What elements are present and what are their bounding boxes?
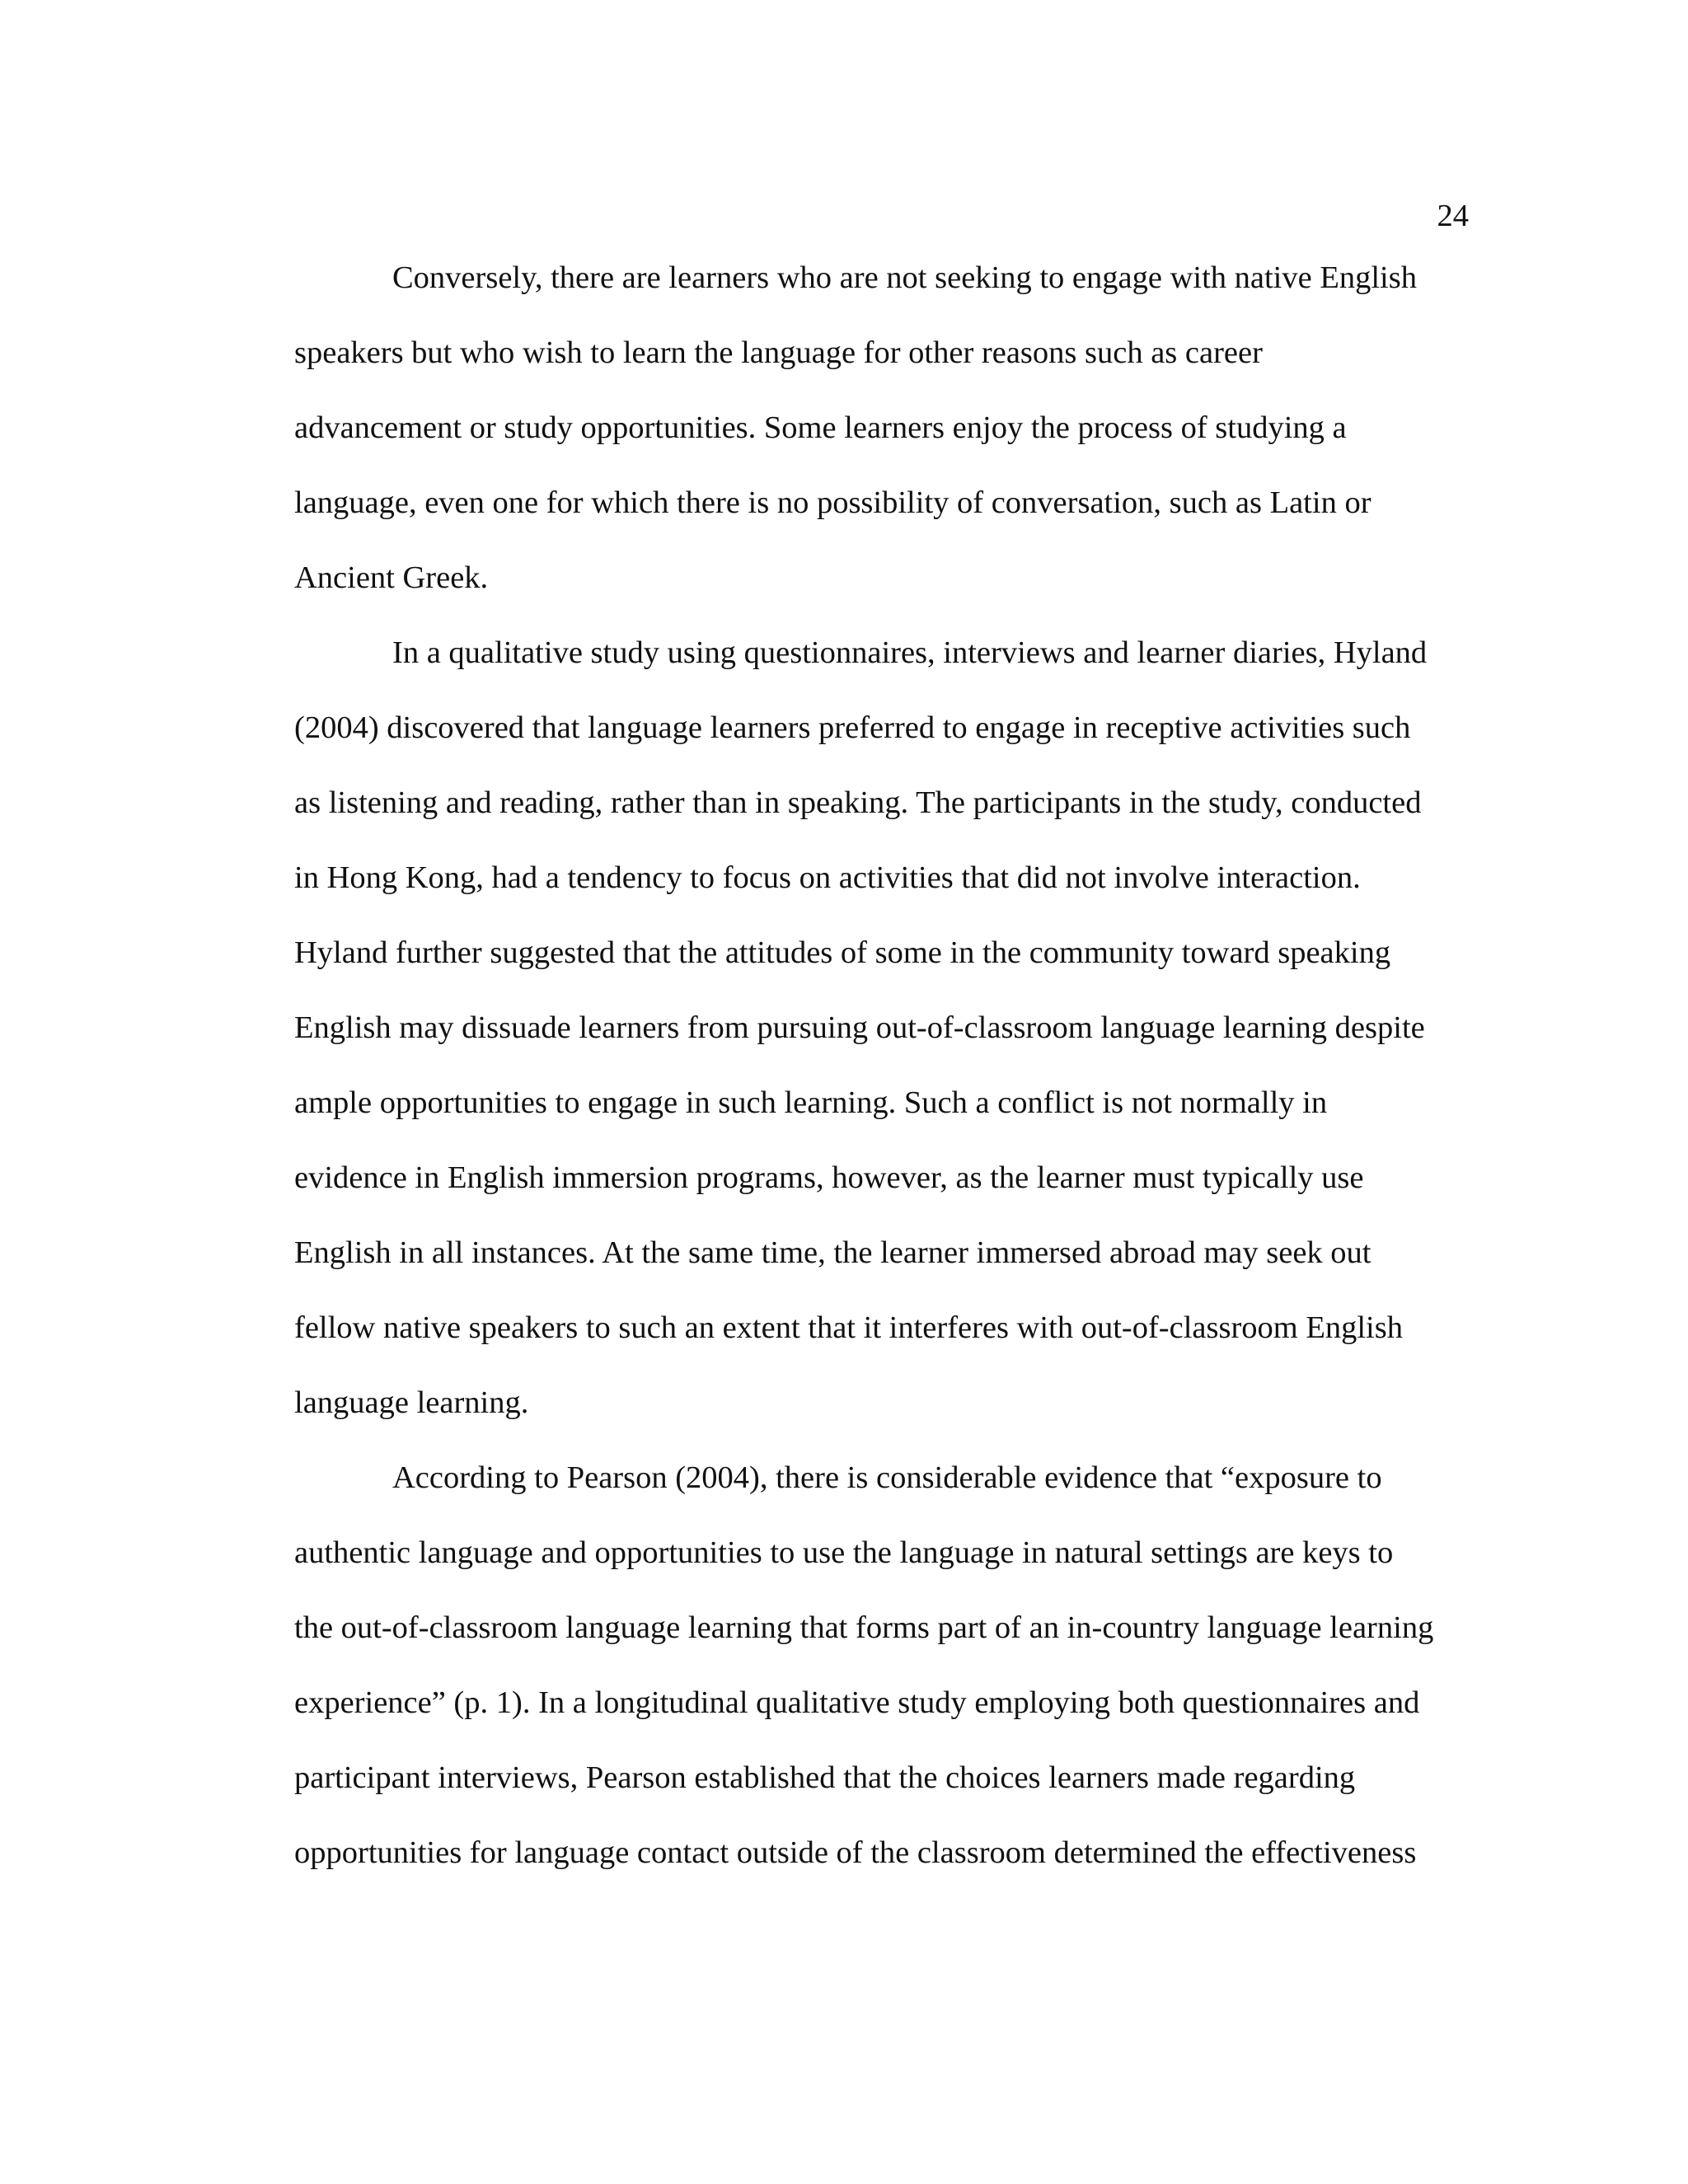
paragraph-2-line-8: evidence in English immersion programs, however, as the learner must typically use (294, 1160, 1364, 1195)
paragraph-2-line-7: ample opportunities to engage in such learning. Such a conflict is not normally in (294, 1085, 1328, 1120)
paragraph-2-line-3: as listening and reading, rather than in speaking. The participants in the study, conducted (294, 785, 1422, 820)
paragraph-3-line-1: According to Pearson (2004), there is considerable evidence that “exposure to (392, 1460, 1382, 1495)
paragraph-2-line-4: in Hong Kong, had a tendency to focus on activities that did not involve interaction. (294, 860, 1361, 895)
paragraph-2-line-6: English may dissuade learners from pursuing out-of-classroom language learning despite (294, 1010, 1425, 1045)
paragraph-3-line-2: authentic language and opportunities to use the language in natural settings are keys to (294, 1535, 1394, 1570)
paragraph-1-line-5: Ancient Greek. (294, 560, 489, 595)
paragraph-3-line-4: experience” (p. 1). In a longitudinal qualitative study employing both questionnaires and (294, 1685, 1420, 1720)
paragraph-1-line-1: Conversely, there are learners who are not seeking to engage with native English (392, 260, 1417, 295)
paragraph-2-line-10: fellow native speakers to such an extent that it interferes with out-of-classroom English (294, 1310, 1403, 1345)
paragraph-1-line-3: advancement or study opportunities. Some learners enjoy the process of studying a (294, 410, 1347, 445)
paragraph-3-line-3: the out-of-classroom language learning that forms part of an in-country language learning (294, 1610, 1434, 1645)
paragraph-2-line-9: English in all instances. At the same time, the learner immersed abroad may seek out (294, 1235, 1372, 1270)
paragraph-2-line-1: In a qualitative study using questionnaires, interviews and learner diaries, Hyland (392, 635, 1428, 670)
paragraph-3-line-6: opportunities for language contact outside of the classroom determined the effectiveness (294, 1835, 1417, 1870)
paragraph-2-line-2: (2004) discovered that language learners preferred to engage in receptive activities such (294, 710, 1411, 745)
page-number: 24 (1437, 199, 1469, 233)
paragraph-2-line-11: language learning. (294, 1385, 529, 1420)
paragraph-1-line-4: language, even one for which there is no possibility of conversation, such as Latin or (294, 485, 1372, 520)
paragraph-2-line-5: Hyland further suggested that the attitudes of some in the community toward speaking (294, 935, 1391, 970)
paragraph-3-line-5: participant interviews, Pearson established that the choices learners made regarding (294, 1760, 1356, 1795)
paragraph-1-line-2: speakers but who wish to learn the language for other reasons such as career (294, 335, 1263, 370)
